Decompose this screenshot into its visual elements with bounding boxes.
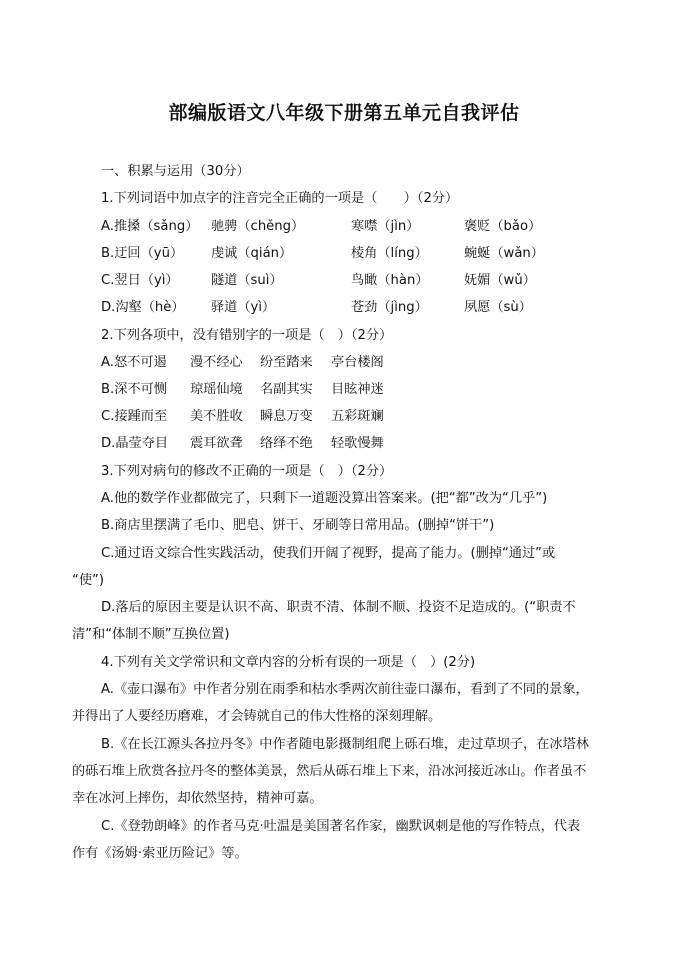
q1-option-b3: 棱角（líng） (351, 246, 428, 261)
q2-option-b4: 目眩神迷 (331, 382, 384, 397)
q1-option-a2: 驰骋（chěng） (211, 219, 305, 234)
q1-option-c2: 隧道（suì） (211, 273, 283, 288)
q2-option-d2: 震耳欲聋 (190, 436, 243, 451)
q4-option-b: B.《在长江源头各拉丹冬》中作者随电影摄制组爬上砾石堆，走过草坝子，在冰塔林 (101, 737, 589, 752)
q4-option-a: A.《壶口瀑布》中作者分别在雨季和枯水季两次前往壶口瀑布，看到了不同的景象， (101, 682, 589, 697)
q1-option-a1: A.推搡（sǎng） (101, 219, 199, 234)
q3-stem: 3.下列对病句的修改不正确的一项是（ ）（2分） (101, 464, 393, 479)
q4-option-b-continued-1: 的砾石堆上欣赏各拉丹冬的整体美景，然后从砾石堆上下来，沿冰河接近冰山。作者虽不 (72, 764, 587, 779)
q4-option-b-continued-2: 幸在冰河上摔伤，却依然坚持，精神可嘉。 (72, 791, 323, 806)
q2-option-a2: 漫不经心 (190, 355, 243, 370)
q3-option-a: A.他的数学作业都做完了，只剩下一道题没算出答案来。(把“都”改为“几乎”) (101, 491, 548, 506)
q2-option-a4: 亭台楼阁 (331, 355, 384, 370)
q2-option-c4: 五彩斑斓 (331, 409, 384, 424)
q2-option-d3: 络绎不绝 (260, 436, 313, 451)
q3-option-d-continued: 清”和“体制不顺”互换位置) (72, 627, 230, 642)
q1-option-b4: 蜿蜒（wǎn） (464, 246, 544, 261)
q1-option-d1: D.沟壑（hè） (101, 300, 185, 315)
q2-option-c2: 美不胜收 (190, 409, 243, 424)
q2-option-c3: 瞬息万变 (260, 409, 313, 424)
q2-option-d4: 轻歌慢舞 (331, 436, 384, 451)
q1-option-d2: 驿道（yì） (211, 300, 276, 315)
q2-option-b2: 琼瑶仙境 (190, 382, 243, 397)
q1-option-b2: 虔诚（qián） (211, 246, 293, 261)
q2-option-a1: A.怒不可遏 (101, 355, 167, 370)
q4-option-c-continued: 作有《汤姆·索亚历险记》等。 (72, 846, 248, 861)
q4-option-a-continued: 并得出了人要经历磨难，才会铸就自己的伟大性格的深刻理解。 (72, 709, 442, 724)
q1-option-c3: 鸟瞰（hàn） (351, 273, 429, 288)
q3-option-c: C.通过语文综合性实践活动，使我们开阔了视野，提高了能力。(删掉“通过”或 (101, 546, 556, 561)
q2-option-b3: 名副其实 (260, 382, 313, 397)
q1-option-a4: 褒贬（bǎo） (464, 219, 542, 234)
document-title: 部编版语文八年级下册第五单元自我评估 (168, 102, 520, 124)
q2-option-b1: B.深不可恻 (101, 382, 167, 397)
q4-stem: 4.下列有关文学常识和文章内容的分析有误的一项是（ ）(2分) (101, 655, 476, 670)
q2-option-d1: D.晶莹夺目 (101, 436, 169, 451)
q1-option-a3: 寒噤（jìn） (351, 219, 420, 234)
q1-option-d3: 苍劲（jìng） (351, 300, 428, 315)
q3-option-b: B.商店里摆满了毛巾、肥皂、饼干、牙刷等日常用品。(删掉“饼干”) (101, 518, 495, 533)
q1-option-c1: C.翌日（yì） (101, 273, 179, 288)
q1-option-c4: 妩媚（wǔ） (464, 273, 536, 288)
q2-stem: 2.下列各项中，没有错别字的一项是（ ）（2分） (101, 328, 393, 343)
q4-option-c: C.《登勃朗峰》的作者马克·吐温是美国著名作家，幽默讽刺是他的写作特点，代表 (101, 819, 581, 834)
q3-option-c-continued: “使”) (72, 573, 104, 588)
q1-option-d4: 夙愿（sù） (464, 300, 532, 315)
q2-option-a3: 纷至踏来 (260, 355, 313, 370)
q3-option-d: D.落后的原因主要是认识不高、职责不清、体制不顺、投资不足造成的。(“职责不 (101, 600, 576, 615)
q2-option-c1: C.接踵而至 (101, 409, 168, 424)
section-heading: 一、积累与运用（30分） (101, 164, 250, 179)
q1-option-b1: B.迂回（yū） (101, 246, 184, 261)
q1-stem: 1.下列词语中加点字的注音完全正确的一项是（ ）（2分） (101, 191, 459, 206)
